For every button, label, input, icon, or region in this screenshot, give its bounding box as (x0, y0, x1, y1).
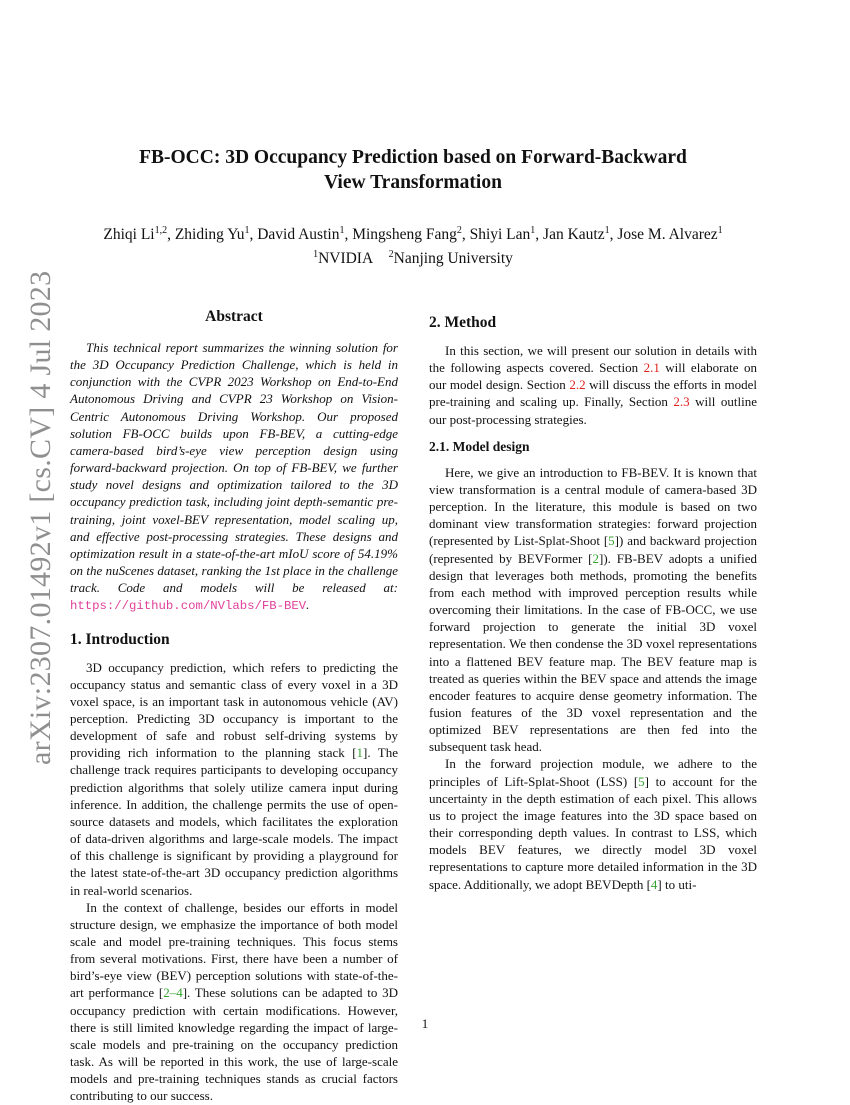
affiliation-mark: 1 (313, 249, 319, 260)
author-name: David Austin (257, 226, 340, 243)
model-design-paragraph-2 (429, 755, 757, 892)
arxiv-identifier-text: arXiv:2307.01492v1 [cs.CV] 4 Jul 2023 (24, 270, 57, 765)
section-ref-link[interactable]: 2.1 (643, 360, 660, 376)
author-separator: , (344, 226, 353, 243)
model-design-text: In the forward projection module, we adhere to the principles of Lift-Splat-Shoot (LSS) [ (429, 756, 757, 789)
method-paragraph (429, 342, 757, 428)
arxiv-identifier-stamp (24, 270, 57, 765)
method-text: will elaborate on our model design. Section (429, 360, 758, 393)
model-design-text: ]) and backward projection (represented by BEVFormer [ (429, 533, 757, 566)
author-separator: , (609, 226, 618, 243)
citation-link[interactable]: 4 (650, 876, 658, 892)
author-affiliation-mark: 2 (456, 225, 462, 236)
citation-link[interactable]: 2 (592, 550, 600, 566)
author-list (40, 225, 786, 245)
author-name: Zhiqi Li (103, 226, 155, 243)
affiliation-name: NVIDIA (318, 250, 374, 267)
method-heading: 2. Method (429, 314, 497, 331)
method-text: will discuss the efforts in model pre-training and scaling up. Finally, Section (429, 377, 758, 410)
citation-range-dash: – (169, 985, 177, 1001)
section-ref-link[interactable]: 2.3 (673, 394, 690, 410)
author-separator: , (249, 226, 258, 243)
abstract-text: This technical report summarizes the winning solution for the 3D Occupancy Prediction Challenge, which is held in conjunction with the CVPR 2023 Workshop on End-to-End Autonomous Driving and CVPR 23 Workshop on Vision-Centric Autonomous Driving Workshop. Our proposed solution FB-OCC builds upon FB-BEV, a cutting-edge camera-based bird’s-eye view perception design using forward-backward projection. On top of FB-BEV, we further study novel designs and optimization tailored to the 3D occupancy prediction task, including joint depth-semantic pre-training, joint voxel-BEV representation, model scaling up, and effective post-processing strategies. These designs and optimization result in a state-of-the-art mIoU score of 54.19% on the nuScenes dataset, ranking the 1st place in the challenge track. Code and models will be released at: (70, 340, 398, 596)
intro-p2-text-cont: ]. These solutions can be adapted to 3D occupancy prediction with certain modifications. However, there is still limited knowledge regarding the impact of large-scale models and pre-training on the occupancy prediction task. As will be reported in this work, the use of large-scale models and pre-training techniques stands as crucial factors contributing to our success. (70, 985, 398, 1104)
page-number: 1 (421, 1016, 429, 1031)
title-line-2: View Transformation (324, 172, 502, 193)
intro-p1-text: 3D occupancy prediction, which refers to predicting the occupancy status and semantic class of every voxel in a 3D voxel space, is an important task in autonomous vehicle (AV) perception. Predicting 3D occupancy is important to the development of safe and robust self-driving systems by providing rich information to the planning stack [ (70, 659, 398, 761)
author-affiliation-mark: 1 (244, 225, 250, 236)
title-line-1: FB-OCC: 3D Occupancy Prediction based on Forward-Backward (139, 147, 687, 168)
intro-p1-text-cont: ]. The challenge track requires participants to developing occupancy prediction algorithms that solely utilize camera input during inference. In addition, the challenge permits the use of open-source datasets and models, which facilitates the exploration of data-driven algorithms and large-scale models. The impact of this challenge is significant by providing a playground for the latest state-of-the-art 3D occupancy prediction algorithms in real-world scenarios. (70, 745, 398, 898)
right-column (429, 313, 757, 893)
citation-link[interactable]: 1 (356, 745, 364, 761)
section-ref-link[interactable]: 2.2 (569, 377, 586, 393)
author-affiliation-mark: 1 (604, 225, 610, 236)
introduction-heading: 1. Introduction (70, 630, 170, 648)
author-affiliation-mark: 1 (530, 225, 536, 236)
author-name: Zhiding Yu (174, 226, 245, 243)
author-separator: , (167, 226, 175, 243)
citation-link[interactable]: 5 (608, 533, 615, 549)
citation-link[interactable]: 5 (638, 773, 645, 789)
model-design-paragraph-1 (429, 464, 757, 756)
intro-paragraph-2 (70, 899, 398, 1105)
author-name: Jan Kautz (543, 226, 605, 243)
method-text: will outline our post-processing strategies. (429, 394, 757, 427)
method-text: In this section, we will present our solution in details with the following aspects covered. Section (429, 343, 757, 376)
model-design-text: ]). FB-BEV adopts a unified design that leverages both methods, promoting the benefits from each method with improved perception results while overcoming their limitations. In the case of FB-OCC, we use forward projection to generate the initial 3D voxel representation. We then condense the 3D voxel representations into a flattened BEV feature map. The BEV feature map is treated as queries within the BEV space and attends the image encoder features to acquire dense geometry information. The fusion features of the 3D voxel representation and the optimized BEV representations are then fed into the subsequent task head. (429, 550, 758, 755)
model-design-text: ] to account for the uncertainty in the depth estimation of each pixel. This allows us to project the image features into the 3D space based on their corresponding depth values. In contrast to LSS, which models BEV features, we directly model 3D voxel representations to capture more detailed information in the 3D space. Additionally, we adopt BEVDepth [ (429, 773, 758, 892)
model-design-text: Here, we give an introduction to FB-BEV. It is known that view transformation is a central module of camera-based 3D perception. In the literature, this module is based on two dominant view transformation strategies: forward projection (represented by List-Splat-Shoot [ (429, 464, 757, 549)
author-affiliation-mark: 1,2 (154, 225, 168, 236)
paper-title (100, 145, 726, 195)
author-affiliation-mark: 1 (717, 225, 723, 236)
citation-link[interactable]: 4 (176, 985, 183, 1001)
abstract-paragraph (70, 339, 398, 616)
abstract-heading: Abstract (205, 308, 263, 325)
intro-paragraph-1 (70, 659, 398, 899)
author-name: Shiyi Lan (469, 226, 531, 243)
citation-link[interactable]: 2 (163, 985, 170, 1001)
abstract-end: . (306, 597, 310, 613)
affiliation-list (100, 249, 726, 269)
author-separator: , (461, 226, 470, 243)
author-affiliation-mark: 1 (339, 225, 345, 236)
author-name: Jose M. Alvarez (617, 226, 718, 243)
left-column (70, 307, 398, 1105)
affiliation-name: Nanjing University (393, 250, 513, 267)
author-name: Mingsheng Fang (352, 226, 457, 243)
model-design-heading: 2.1. Model design (429, 438, 530, 454)
model-design-text: ] to uti- (657, 876, 697, 892)
code-url-link[interactable]: https://github.com/NVlabs/FB-BEV (70, 599, 307, 614)
affiliation-mark: 2 (388, 249, 394, 260)
author-separator: , (535, 226, 544, 243)
intro-p2-text: In the context of challenge, besides our efforts in model structure design, we emphasize the importance of both model scale and model pre-training techniques. This focus stems from several motivations. First, there have been a number of bird’s-eye view (BEV) perception solutions with state-of-the-art performance [ (70, 899, 398, 1001)
